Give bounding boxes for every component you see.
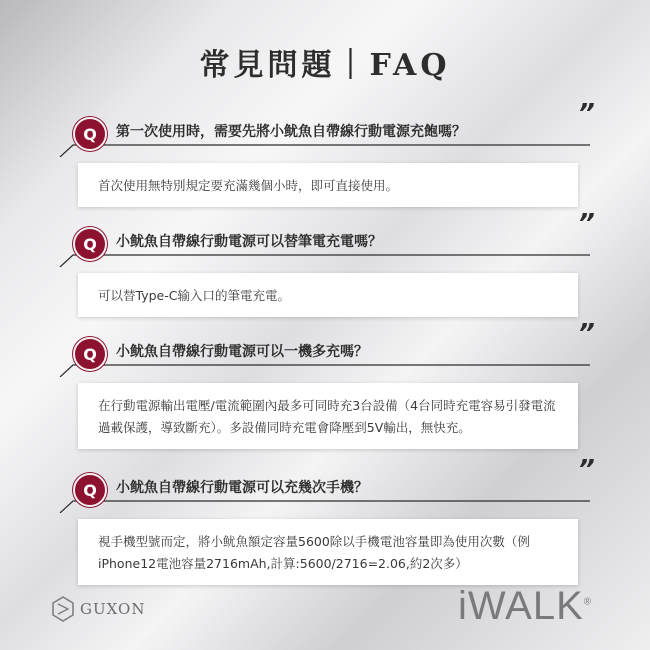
faq-item [0,455,650,583]
answer-text: 在行動電源輸出電壓/電流範圍內最多可同時充3台設備（4台同時充電容易引發電流過載保護，導致斷充）。多設備同時充電會降壓到5V輸出，無快充。 [78,383,578,449]
question-text: 小鱿魚自帶線行動電源可以充幾次手機？ [116,480,368,496]
question-badge-icon: Q [73,473,107,507]
answer-text: 視手機型號而定，將小鱿魚額定容量5600除以手機電池容量即為使用次數（例iPhone12電池容量2716mAh,計算:5600/2716=2.06,約2次多） [78,519,578,585]
registered-mark: ® [583,596,593,608]
question-badge-icon: Q [73,337,107,371]
question-text: 小鱿魚自帶線行動電源可以替筆電充電嗎？ [116,234,382,250]
page-title: 常見問題｜FAQ [199,48,451,83]
faq-item [0,319,650,447]
quote-mark-icon: ” [578,455,595,485]
question-text: 第一次使用時，需要先將小鱿魚自帶線行動電源充飽嗎？ [116,124,466,140]
iwalk-logo-text: iWALK [458,584,584,628]
question-badge-icon: Q [73,117,107,151]
quote-mark-icon: ” [578,99,595,129]
question-text: 小鱿魚自帶線行動電源可以一機多充嗎？ [116,344,368,360]
faq-item [0,99,650,227]
question-badge-icon: Q [73,227,107,261]
answer-text: 可以替Type-C输入口的筆電充電。 [78,273,578,317]
faq-item [0,209,650,337]
guxon-logo-text: GUXON [80,600,146,618]
answer-text: 首次使用無特別規定要充滿幾個小時，即可直接使用。 [78,163,578,207]
quote-mark-icon: ” [578,319,595,349]
guxon-logo [52,596,145,622]
quote-mark-icon: ” [578,209,595,239]
hexagon-logo-icon [52,596,74,622]
iwalk-logo [458,584,592,629]
